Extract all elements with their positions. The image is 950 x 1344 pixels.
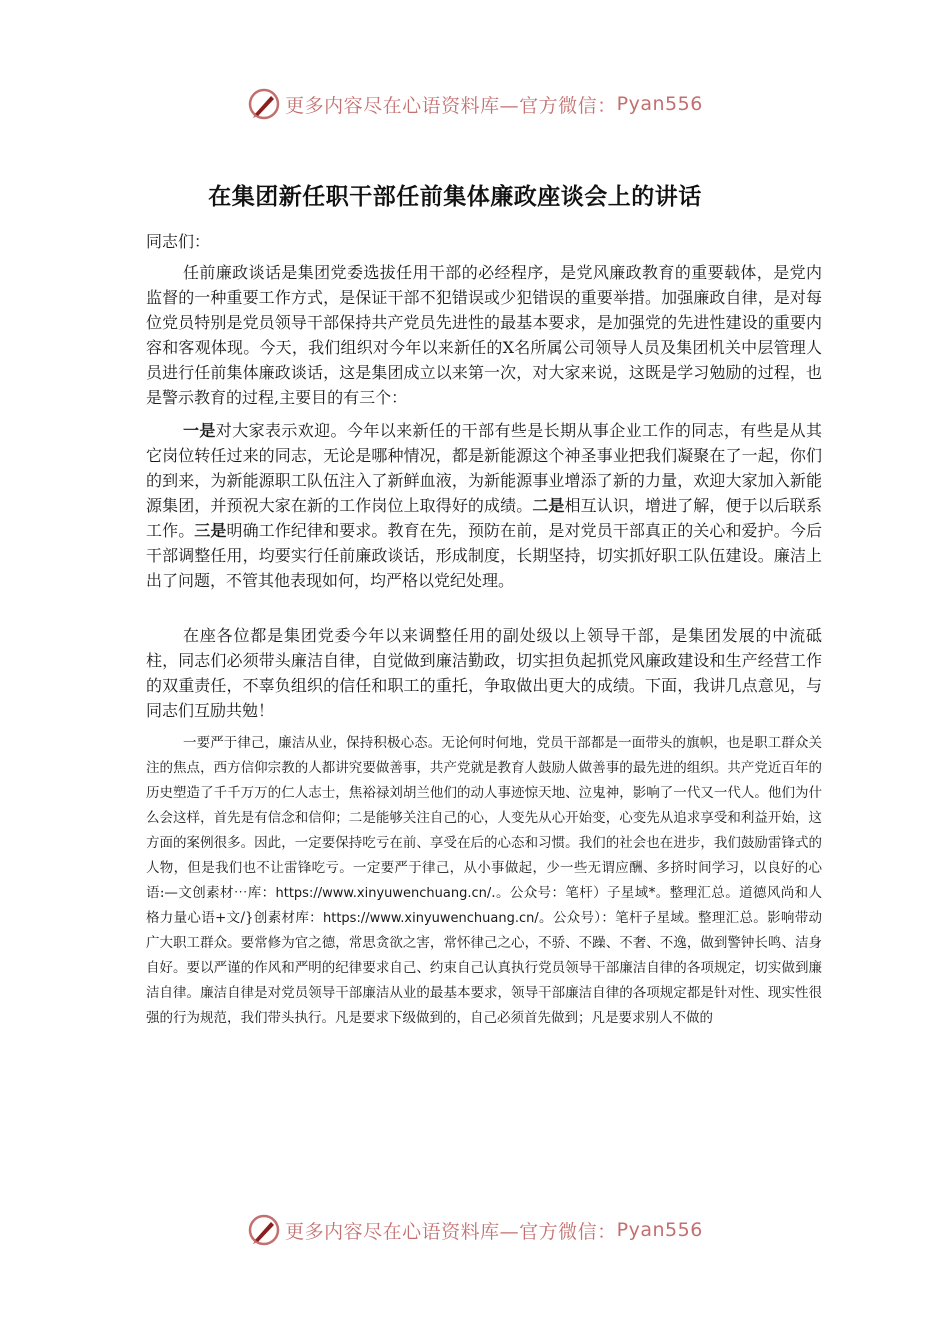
self-discipline-text-c: 。公众号）：笔杆子星域。整理汇总。影响带动广大职工群众。要常修为官之德，常思贪欲之害，常怀律己之心，不骄、不躁、不奢、不逸，做到警钟长鸣、洁身自好。要以严谨的作风和严明的纪律要求自己、约束自己认真执行党员领导干部廉洁自律的各项规定，切实做到廉洁自律。廉洁自律是对党员领导干部廉洁从业的最基本要求，领导干部廉洁自律的各项规定都是针对性、现实性很强的行为规范，我们带头执行。凡是要求下级做到的，自己必须首先做到；凡是要求别人不做的 [146,910,823,1026]
watermark-text: 更多内容尽在心语资料库—官方微信： [285,1220,617,1243]
salutation: 同志们： [146,232,211,251]
watermark-banner-bottom [0,1210,950,1250]
intro-paragraph: 任前廉政谈话是集团党委选拔任用干部的必经程序，是党风廉政教育的重要载体，是党内监督的一种重要工作方式，是保证干部不犯错误或少犯错误的重要举措。加强廉政自律，是对每位党员特别是党员领导干部保持共产党员先进性的最基本要求，是加强党的先进性建设的重要内容和客观体现。今天，我们组织对今年以来新任的X名所属公司领导人员及集团机关中层管理人员进行任前集体廉政谈话，这是集团成立以来第一次，对大家来说，这既是学习勉励的过程，也是警示教育的过程,主要目的有三个： [146,263,822,407]
leaders-paragraph: 在座各位都是集团党委今年以来调整任用的副处级以上领导干部，是集团发展的中流砥柱，同志们必须带头廉洁自律，自觉做到廉洁勤政，切实担负起抓党风廉政建设和生产经营工作的双重责任，不辜负组织的信任和职工的重托，争取做出更大的成绩。下面，我讲几点意见，与同志们互励共勉！ [146,626,822,720]
purpose-two-text: 相互认识，增进了解，便于以后联系工作。 [146,496,822,540]
link-url-2[interactable]: https://www.xinyuwenchuang.cn/ [322,911,539,926]
watermark-banner-top [0,84,950,124]
pen-logo-icon [247,1213,281,1247]
keyword-third: 三是 [194,521,227,540]
watermark-handle: Pyan556 [616,1219,703,1241]
purposes-paragraph [146,418,822,593]
keyword-second: 二是 [532,496,565,515]
purpose-one-text: 对大家表示欢迎。今年以来新任的干部有些是长期从事企业工作的同志，有些是从其它岗位转任过来的同志，无论是哪种情况，都是新能源这个神圣事业把我们凝聚在了一起，你们的到来，为新能源职工队伍注入了新鲜血液，为新能源事业增添了新的力量，欢迎大家加入新能源集团，并预祝大家在新的工作岗位上取得好的成绩。 [146,421,822,515]
watermark-handle: Pyan556 [616,93,703,115]
link-url-1[interactable]: https://www.xinyuwenchuang.cn/ [275,886,492,901]
self-discipline-text-a: 一要严于律己，廉洁从业，保持积极心态。无论何时何地，党员干部都是一面带头的旗帜，也是职工群众关注的焦点，西方信仰宗教的人都讲究要做善事，共产党就是教育人鼓励人做善事的最先进的组织。共产党近百年的历史塑造了千千万万的仁人志士，焦裕禄刘胡兰他们的动人事迹惊天地、泣鬼神，影响了一代又一代人。他们为什么会这样，首先是有信念和信仰；二是能够关注自己的心，人变先从心开始变，心变先从追求享受和利益开始，这方面的案例很多。因此，一定要保持吃亏在前、享受在后的心态和习惯。我们的社会也在进步，我们鼓励雷锋式的人物，但是我们也不让雷锋吃亏。一定要严于律己，从小事做起，少一些无谓应酬、多挤时间学习，以良好的心语:—文创素材⋯库： [146,735,822,901]
purpose-three-text: 明确工作纪律和要求。教育在先，预防在前，是对党员干部真正的关心和爱护。今后干部调整任用，均要实行任前廉政谈话，形成制度，长期坚持，切实抓好职工队伍建设。廉洁上出了问题，不管其他表现如何，均严格以党纪处理。 [146,521,822,590]
keyword-first: 一是 [183,421,216,440]
page-title: 在集团新任职干部任前集体廉政座谈会上的讲话 [208,184,702,210]
document-body [146,230,822,1031]
self-discipline-paragraph [146,731,822,1031]
self-discipline-text-b: .。公众号：笔杆）子星域*。整理汇总。道德风尚和人格力量心语+文/}创素材库： [146,885,822,926]
watermark-text: 更多内容尽在心语资料库—官方微信： [285,94,617,117]
pen-logo-icon [247,87,281,121]
